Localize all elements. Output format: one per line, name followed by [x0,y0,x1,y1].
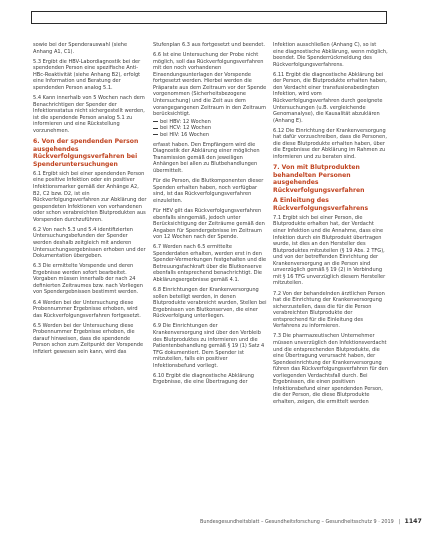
list-item: bei HIV: 16 Wochen [153,132,268,139]
paragraph: 5.4 Kann innerhalb von 5 Wochen nach dem Benachrichtigen der Spender der Infektionsstatus nicht sichergestellt werden, ist die spendende Person analog 5.1 zu informieren und eine Rückstellung vorzunehmen. [33,95,145,134]
paragraph: 6.11 Ergibt die diagnostische Abklärung bei der Person, die Blutprodukte erhalten haben, den Verdacht einer transfusionsbedingten Infektion, wird vom Rückverfolgungsverfahren durch geeignete Untersuchungen (u.B. vergleichende Genomanalyse), die Kausalität abzuklären (Anhang E). [273,71,387,124]
journal-citation: Bundesgesundheitsblatt – Gesundheitsforschung – Gesundheitsschutz 9 · 2019 [200,519,394,525]
paragraph: 6.10 Ergibt die diagnostische Abklärung Ergebnisse, die eine Übertragung der [153,372,254,386]
paragraph: Stufenplan 6.3 aus fortgesetzt und beendet. [153,42,265,48]
list-item: bei HCV: 12 Wochen [153,125,268,132]
text-column-middle [153,42,268,390]
paragraph: 5.3 Ergibt die HBV-Labordiagnostik bei der spendenden Person eine spezifische Anti-HBc-Reaktivität (siehe Anhang B2), erfolgt eine Information und Beratung der spendenden Person analog 5.1. [33,58,141,91]
paragraph: 6.9 Die Einrichtungen der Krankenversorgung sind über den Verbleib des Blutproduktes zu informieren und die Patientenbehandlung gemäß § 19 (1) Satz 4 TFG dokumentiert. Dem Spender ist mitzuteilen, falls ein positiver Infektionsbefund vorliegt. [153,323,265,369]
page-footer [200,518,422,525]
paragraph: 6.6 Ist eine Untersuchung der Probe nicht möglich, soll das Rückverfolgungsverfahren mit den noch vorhandenen Einsendungsunterlagen der Vorspende fortgesetzt werden. Hierbei werden die Präparate aus dem Zeitraum vor der Spende vorgenommen (Sicherheitsbezogene Untersuchung) und die Zeit aus dem vorangegangenen Zeitraum in den Zeitraum berücksichtigt. [153,52,267,118]
list-item: bei HBV: 12 Wochen [153,119,268,126]
paragraph: 7.2 Von der behandelnden ärztlichen Person hat die Einrichtung der Krankenversorgung sicherzustellen, dass die für die Person verabreichten Blutprodukte der entsprechend für die Einleitung des Verfahrens zu informieren. [273,290,385,330]
paragraph: 6.5 Werden bei der Untersuchung diese Probennummer Ergebnisse erhoben, die darauf hinweisen, dass die spendende Person schon zum Zeitpunkt der Vorspende infiziert gewesen sein kann, wird das [33,322,144,355]
paragraph: Für HEV gilt das Rückverfolgungsverfahren ebenfalls sinngemäß, jedoch unter Berücksichtigung der Zeiträume gemäß den Angaben für Spendergebnisse im Zeitraum von 12 Wochen nach der Spende. [153,207,265,241]
footer-separator: | [398,519,400,525]
header-rule-box [31,11,387,24]
paragraph: Für die Person, die Blutkomponenten dieser Spenden erhalten haben, noch verfügbar sind, ist das Rückverfolgungsverfahren einzuleiten. [153,178,264,204]
paragraph: Infektion ausschließen (Anhang C), so ist eine diagnostische Abklärung, wenn möglich, beendet. Die Spenderrückmeldung des Rückverfolgungsverfahrens. [273,42,388,68]
paragraph: 6.12 Die Einrichtung der Krankenversorgung hat dafür vorzuschreiben, dass die Personen, die diese Blutprodukte erhalten haben, über die Ergebnisse der Abklärung im Rahmen zu informieren und zu beraten sind. [273,127,387,160]
subsection-heading: A Einleitung des Rückverfolgungsverfahrens [273,197,369,212]
paragraph: 6.1 Ergibt sich bei einer spendenden Person eine positive Infektion oder ein positiver Infektionsmarker gemäß der Anhänge A2, B2, C2 bzw. D2, ist ein Rückverfolgungsverfahren zur Abklärung der gespendeten Infektionen von vorhandenen oder schon verabreichten Blutprodukten aus Vorspenden durchzuführen. [33,170,147,223]
paragraph: 6.8 Einrichtungen der Krankenversorgung sollen beteiligt werden, in denen Blutprodukte verabreicht wurden, Stellen bei Ergebnissen von Blutkonserven, die einer Rückverfolgung unterliegen. [153,287,267,320]
text-column-right [273,42,388,409]
paragraph: 6.7 Werden nach 6.5 ermittelte Spenderdaten erhalten, werden erst in den Spender-Vermerkungen festgehalten und die Betreuungsfachkraft über die Blutkonserve ebenfalls entsprechend benachrichtigt. Die Abklärungsergebnisse gemäß 4.1. [153,244,267,284]
page-number: 1147 [404,518,422,525]
paragraph: 6.4 Werden bei der Untersuchung diese Probennummer Ergebnisse erhoben, wird das Rückverfolgungsverfahren fortgesetzt. [33,299,141,319]
paragraph: erfasst haben. Den Empfängern wird die Diagnostik der Abklärung einer möglichen Transmission gemäß den jeweiligen Anhängen bei allen zu Blutbehandlungen übermittelt. [153,141,260,175]
section-heading-6: 6. Von der spendenden Person ausgehendes Rückverfolgungsverfahren bei Spenderuntersuchungen [33,138,139,168]
text-column-left [33,42,148,359]
paragraph: 7.3 Die pharmazeutischen Unternehmer müssen unverzüglich den Infektionsverdacht und die entsprechenden Blutprodukte, die eine Übertragung verursacht haben, der Spendeeinrichtung der Krankenversorgung führen das Rückverfolgungsverfahren für den vorliegenden Verdachtsfall durch. Bei Ergebnissen, die einen positiven Infektionsbefund einer spendenden Person, die der Person, die diese Blutprodukte erhalten, zeigen, die ermittelt werden [273,333,388,405]
paragraph: 6.2 Von nach 5.3 und 5.4 identifizierten Untersuchungsbefunden der Spender werden deshalb zeitgleich mit anderen Untersuchungsergebnissen erhoben und der Dokumentation übergeben. [33,226,146,260]
section-heading-7: 7. Von mit Blutprodukten behandelten Personen ausgehendes Rückverfolgungsverfahren [273,164,365,194]
paragraph: 6.3 Die ermittelte Vorspende und deren Ergebnisse werden sofort bearbeitet. Vorgaben müssen innerhalb der nach 24 definierten Zeitraumes bzw. nach Vorliegen von Spendergebnissen bestimmt werden. [33,263,143,296]
window-period-list [153,119,268,139]
paragraph: sowie bei der Spenderauswahl (siehe Anhang A1, C1). [33,42,128,55]
paragraph: 7.1 Ergibt sich bei einer Person, die Blutprodukte erhalten hat, der Verdacht einer Infektion und die Annahme, dass eine Infektion durch ein Blutprodukt übertragen wurde, ist dies an den Hersteller des Blutproduktes mitzuteilen (§ 19 Abs. 2 TFG), und von der betreffenden Einrichtung der Krankenversorgung an die Person sind unverzüglich gemäß § 19 (2) in Verbindung mit § 16 TFG unverzüglich diesem Hersteller mitzuteilen. [273,214,386,287]
